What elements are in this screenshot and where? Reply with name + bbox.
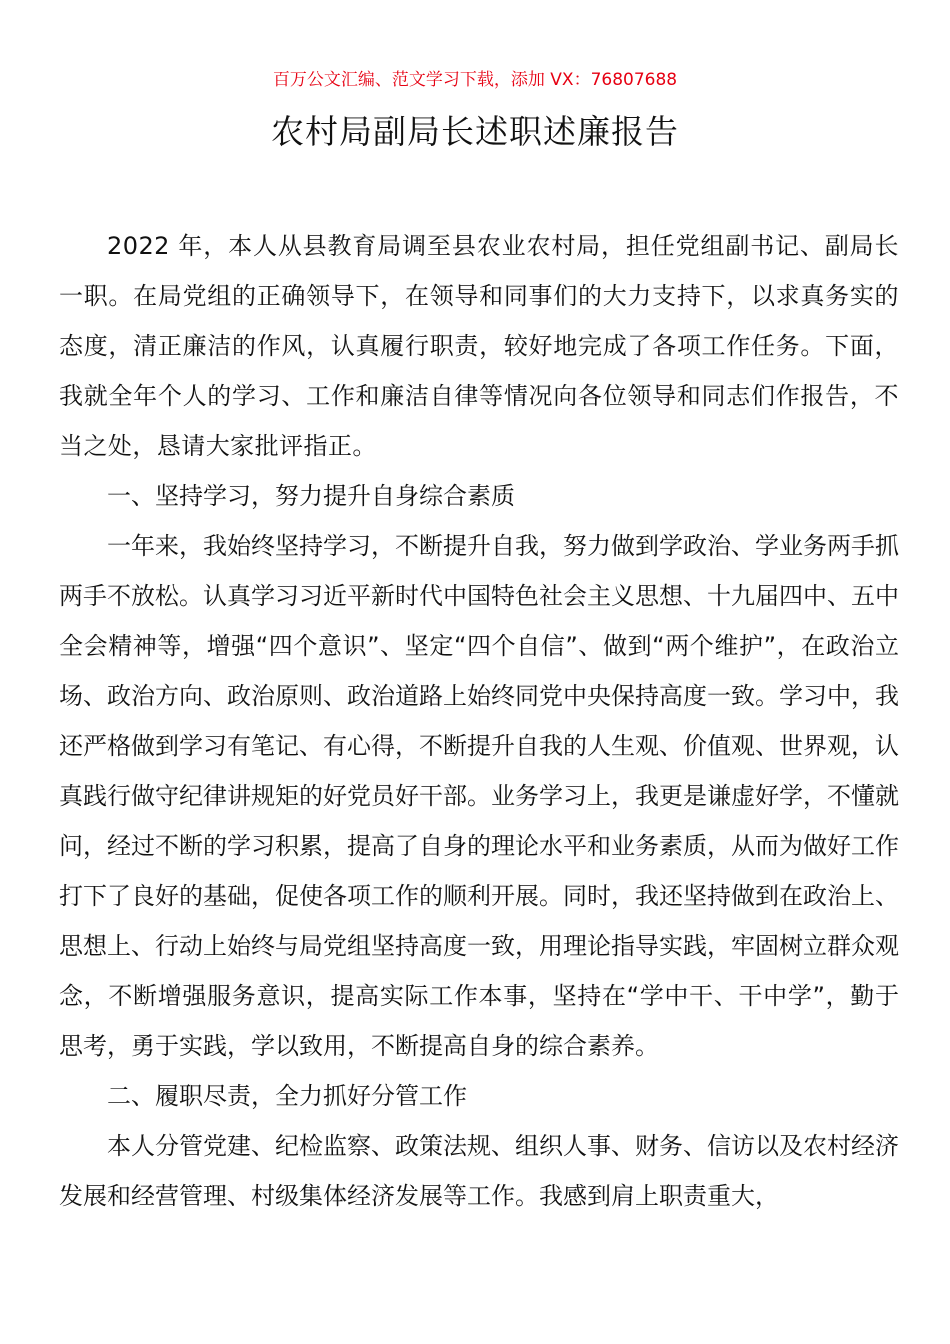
paragraph-study: 一年来，我始终坚持学习，不断提升自我，努力做到学政治、学业务两手抓两手不放松。认真学习习近平新时代中国特色社会主义思想、十九届四中、五中全会精神等，增强“四个意识”、坚定“四个自信”、做到“两个维护”，在政治立场、政治方向、政治原则、政治道路上始终同党中央保持高度一致。学习中，我还严格做到学习有笔记、有心得，不断提升自我的人生观、价值观、世界观，认真践行做守纪律讲规矩的好党员好干部。业务学习上，我更是谦虚好学，不懂就问，经过不断的学习积累，提高了自身的理论水平和业务素质，从而为做好工作打下了良好的基础，促使各项工作的顺利开展。同时，我还坚持做到在政治上、思想上、行动上始终与局党组坚持高度一致，用理论指导实践，牢固树立群众观念，不断增强服务意识，提高实际工作本事，坚持在“学中干、干中学”，勤于思考，勇于实践，学以致用，不断提高自身的综合素养。 xyxy=(59,532,899,1060)
paragraph-duties: 本人分管党建、纪检监察、政策法规、组织人事、财务、信访以及农村经济发展和经营管理、村级集体经济发展等工作。我感到肩上职责重大， xyxy=(59,1132,899,1210)
section-heading-2: 二、履职尽责，全力抓好分管工作 xyxy=(107,1082,467,1110)
promo-banner: 百万公文汇编、范文学习下载，添加 VX：76807688 xyxy=(272,70,678,90)
document-title: 农村局副局长述职述廉报告 xyxy=(271,112,679,151)
document-body xyxy=(59,221,899,1221)
section-heading-1: 一、坚持学习，努力提升自身综合素质 xyxy=(107,482,515,510)
paragraph-intro: 2022 年，本人从县教育局调至县农业农村局，担任党组副书记、副局长一职。在局党组的正确领导下，在领导和同事们的大力支持下，以求真务实的态度，清正廉洁的作风，认真履行职责，较好地完成了各项工作任务。下面，我就全年个人的学习、工作和廉洁自律等情况向各位领导和同志们作报告，不当之处，恳请大家批评指正。 xyxy=(59,232,899,460)
